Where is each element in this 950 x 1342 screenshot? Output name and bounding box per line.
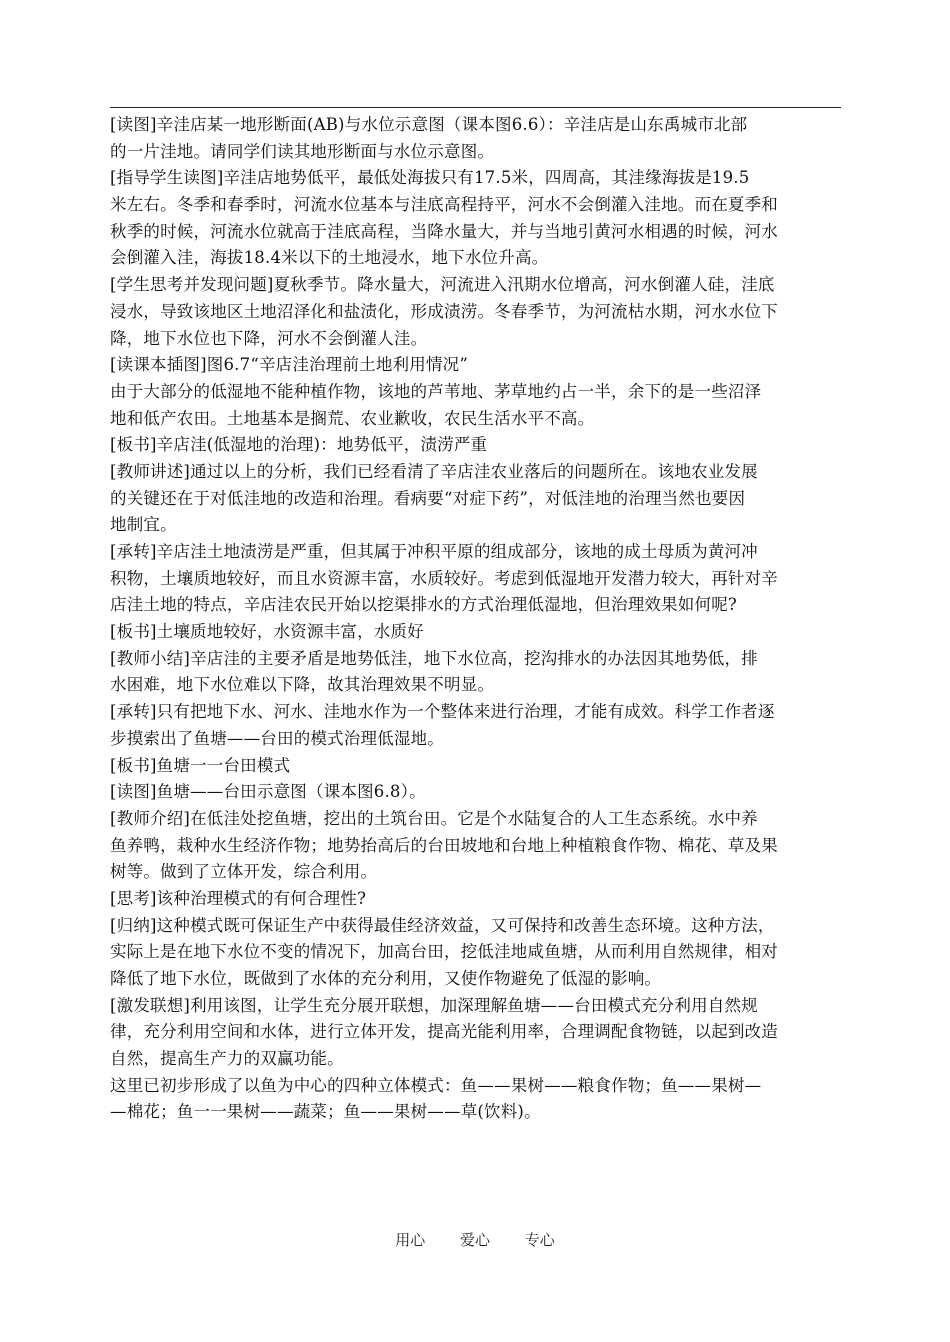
document-body bbox=[110, 112, 845, 1126]
footer-word: 专心 bbox=[524, 1231, 555, 1249]
text-line: [学生思考并发现问题]夏秋季节。降水量大，河流进入汛期水位增高，河水倒灌人硅，洼底 bbox=[110, 275, 775, 295]
text-line: 水困难，地下水位难以下降，故其治理效果不明显。 bbox=[110, 675, 495, 695]
text-line: [承转]只有把地下水、河水、洼地水作为一个整体来进行治理，才能有成效。科学工作者逐 bbox=[110, 702, 775, 722]
text-line: [板书]鱼塘一一台田模式 bbox=[110, 755, 291, 775]
text-line: [教师介绍]在低洼处挖鱼塘，挖出的土筑台田。它是个水陆复合的人工生态系统。水中养 bbox=[110, 808, 758, 828]
text-line: [读图]鱼塘——台田示意图（课本图6.8）。 bbox=[110, 782, 426, 802]
text-line: [教师小结]辛店洼的主要矛盾是地势低洼，地下水位高，挖沟排水的办法因其地势低，排 bbox=[110, 648, 758, 668]
text-line: [激发联想]利用该图，让学生充分展开联想，加深理解鱼塘——台田模式充分利用自然规 bbox=[110, 995, 758, 1015]
text-line: [板书]土壤质地较好，水资源丰富，水质好 bbox=[110, 622, 424, 642]
text-line: 积物，土壤质地较好，而且水资源丰富，水质较好。考虑到低湿地开发潜力较大，再针对辛 bbox=[110, 568, 778, 588]
header-rule bbox=[110, 107, 841, 108]
text-line: 步摸索出了鱼塘——台田的模式治理低湿地。 bbox=[110, 728, 444, 748]
text-line: 树等。做到了立体开发，综合利用。 bbox=[110, 862, 378, 882]
text-line: 降低了地下水位，既做到了水体的充分利用，又使作物避免了低湿的影响。 bbox=[110, 969, 662, 988]
text-line: 地制宜。 bbox=[110, 515, 177, 535]
text-line: [板书]辛店洼(低湿地的治理)：地势低平，渍涝严重 bbox=[110, 435, 488, 455]
text-line: 由于大部分的低湿地不能种植作物，该地的芦苇地、茅草地约占一半，余下的是一些沼泽 bbox=[110, 381, 762, 401]
text-line: 自然，提高生产力的双赢功能。 bbox=[110, 1049, 344, 1069]
text-line: 米左右。冬季和春季时，河流水位基本与洼底高程持平，河水不会倒灌入洼地。而在夏季和 bbox=[110, 195, 778, 215]
footer-word: 爱心 bbox=[459, 1231, 490, 1249]
text-line: —棉花；鱼一一果树——蔬菜；鱼——果树——草(饮料)。 bbox=[110, 1102, 541, 1122]
text-line: 律，充分利用空间和水体，进行立体开发，提高光能利用率，合理调配食物链，以起到改造 bbox=[110, 1022, 778, 1042]
text-line: 地和低产农田。土地基本是搁荒、农业歉收，农民生活水平不高。 bbox=[110, 408, 595, 428]
text-line: 鱼养鸭，栽种水生经济作物；地势抬高后的台田坡地和台地上种植粮食作物、棉花、草及果 bbox=[110, 835, 778, 855]
text-line: 秋季的时候，河流水位就高于洼底高程，当降水量大，并与当地引黄河水相遇的时候，河水 bbox=[110, 221, 778, 241]
text-line: [指导学生读图]辛洼店地势低平，最低处海拔只有17.5米，四周高，其洼缘海拔是19.5 bbox=[110, 168, 750, 188]
text-line: 店洼土地的特点，辛店洼农民开始以挖渠排水的方式治理低湿地，但治理效果如何呢? bbox=[110, 595, 737, 615]
text-line: 浸水，导致该地区土地沼泽化和盐渍化，形成渍涝。冬春季节，为河流枯水期，河水水位下 bbox=[110, 301, 778, 321]
text-line: [承转]辛店洼土地渍涝是严重，但其属于冲积平原的组成部分，该地的成土母质为黄河冲 bbox=[110, 542, 758, 561]
text-line: 的关键还在于对低洼地的改造和治理。看病要“对症下药”，对低洼地的治理当然也要因 bbox=[110, 488, 746, 508]
text-line: 的一片洼地。请同学们读其地形断面与水位示意图。 bbox=[110, 141, 495, 161]
text-line: [读课本插图]图6.7“辛店洼治理前土地利用情况” bbox=[110, 355, 468, 375]
page-footer bbox=[0, 1229, 950, 1250]
text-line: 这里已初步形成了以鱼为中心的四种立体模式：鱼——果树——粮食作物；鱼——果树— bbox=[110, 1075, 762, 1095]
text-line: 降，地下水位也下降，河水不会倒灌人洼。 bbox=[110, 328, 428, 348]
text-line: [读图]辛洼店某一地形断面(AB)与水位示意图（课本图6.6）：辛洼店是山东禹城市北部 bbox=[110, 115, 748, 134]
text-line: [归纳]这种模式既可保证生产中获得最佳经济效益，又可保持和改善生态环境。这种方法， bbox=[110, 915, 775, 935]
footer-word: 用心 bbox=[395, 1231, 426, 1249]
text-line: [教师讲述]通过以上的分析，我们已经看清了辛店洼农业落后的问题所在。该地农业发展 bbox=[110, 461, 758, 481]
text-line: 会倒灌入洼，海拔18.4米以下的土地浸水，地下水位升高。 bbox=[110, 248, 549, 268]
text-line: [思考]该种治理模式的有何合理性? bbox=[110, 888, 367, 908]
text-line: 实际上是在地下水位不变的情况下，加高台田，挖低洼地咸鱼塘，从而利用自然规律，相对 bbox=[110, 942, 778, 962]
